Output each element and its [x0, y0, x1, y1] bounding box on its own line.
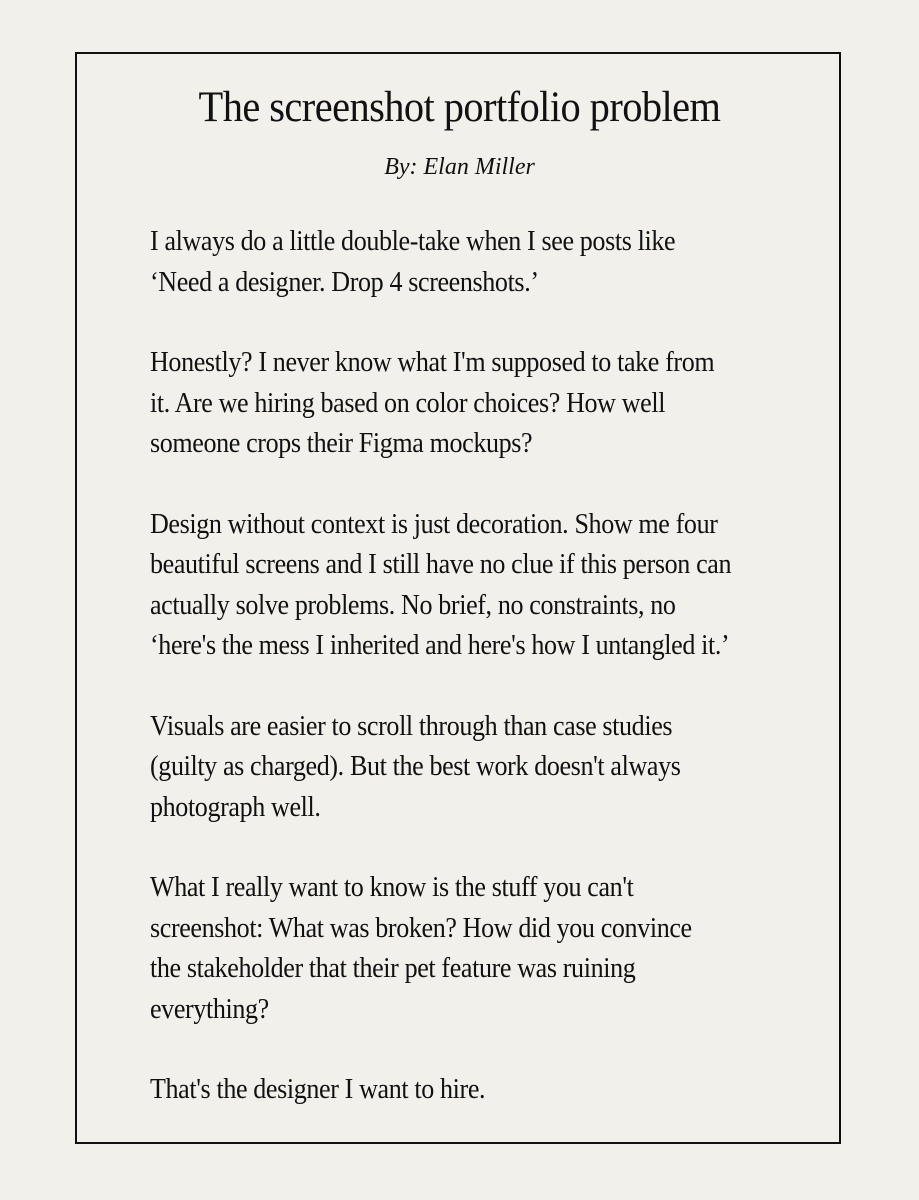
paragraph-line: What I really want to know is the stuff you can't	[150, 872, 634, 903]
paragraph-line: it. Are we hiring based on color choices? How well	[150, 387, 666, 419]
paragraph-line: actually solve problems. No brief, no constraints, no	[150, 589, 676, 621]
paragraph-line: Honestly? I never know what I'm supposed to take from	[150, 347, 715, 378]
paragraph-4	[150, 707, 822, 829]
paragraph-5	[150, 868, 822, 1030]
paragraph-line: (guilty as charged). But the best work doesn't always	[150, 751, 681, 782]
paragraph-1	[150, 222, 822, 303]
paragraph-line: ‘Need a designer. Drop 4 screenshots.’	[150, 266, 539, 298]
paragraph-line: the stakeholder that their pet feature was ruining	[150, 953, 636, 984]
paragraph-line: Design without context is just decoration. Show me four	[150, 508, 718, 540]
paragraph-line: everything?	[150, 993, 269, 1025]
paragraph-6	[150, 1070, 822, 1111]
paragraph-2	[150, 343, 822, 465]
paragraph-line: photograph well.	[150, 791, 321, 823]
paragraph-line: beautiful screens and I still have no clue if this person can	[150, 549, 732, 580]
paragraph-line: ‘here's the mess I inherited and here's how I untangled it.’	[150, 630, 730, 661]
paragraph-line: someone crops their Figma mockups?	[150, 428, 533, 459]
article-body	[150, 222, 822, 1151]
paragraph-3	[150, 505, 822, 667]
article-title: The screenshot portfolio problem	[198, 84, 721, 131]
paragraph-line: That's the designer I want to hire.	[150, 1074, 486, 1105]
article-byline: By: Elan Miller	[384, 154, 535, 180]
paragraph-line: screenshot: What was broken? How did you convince	[150, 912, 692, 944]
paragraph-line: I always do a little double-take when I see posts like	[150, 226, 676, 257]
paragraph-line: Visuals are easier to scroll through than case studies	[150, 710, 673, 742]
